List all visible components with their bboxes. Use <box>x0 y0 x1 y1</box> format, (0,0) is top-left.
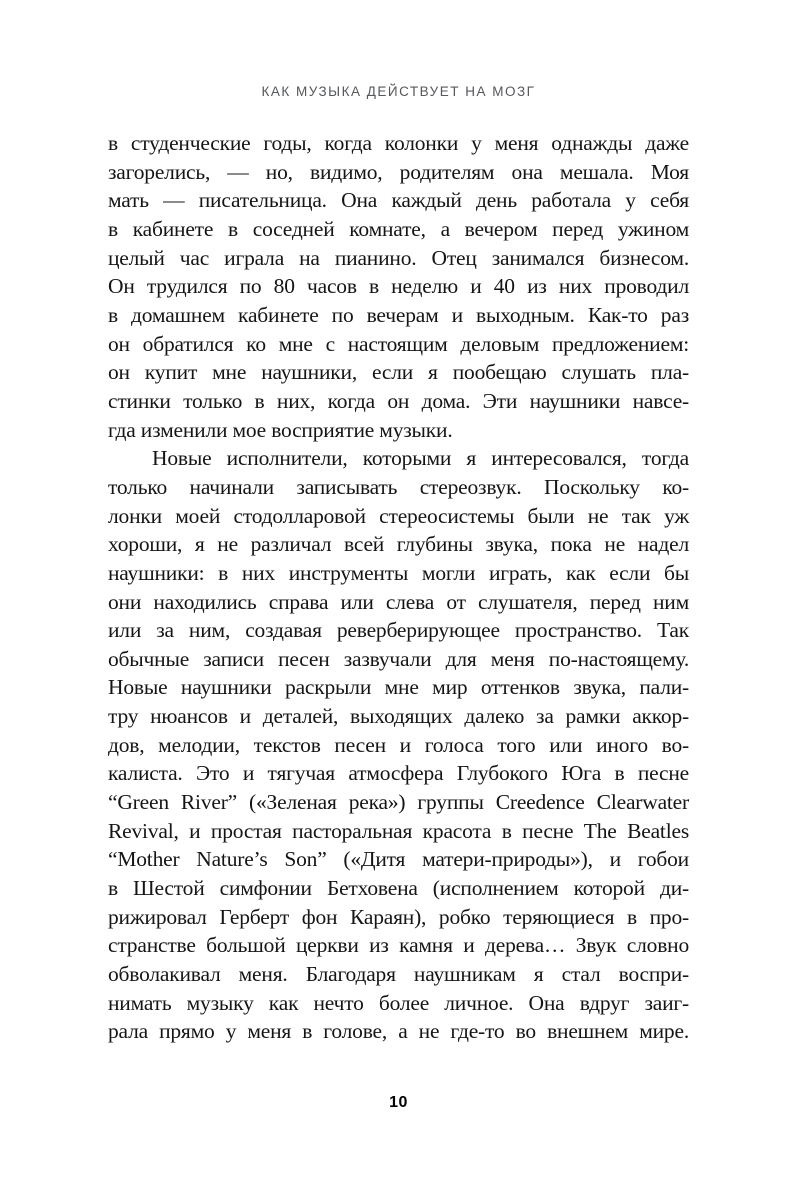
text-line: “Green River” («Зеленая река») группы Creedence Clearwater <box>108 790 689 815</box>
text-line: Новые наушники раскрыли мне мир оттенков звука, пали- <box>108 675 689 700</box>
text-line: наушники: в них инструменты могли играть, как если бы <box>108 560 689 585</box>
text-line: он купит мне наушники, если я пообещаю слушать пла- <box>108 360 689 385</box>
text-line: Новые исполнители, которыми я интересовался, тогда <box>152 446 689 471</box>
text-line: рала прямо у меня в голове, а не где-то во внешнем мире. <box>108 1019 689 1044</box>
text-line: или за ним, создавая реверберирующее пространство. Так <box>108 618 689 643</box>
text-line: дов, мелодии, текстов песен и голоса того или иного во- <box>108 732 689 757</box>
text-line: в студенческие годы, когда колонки у меня однажды даже <box>108 131 689 155</box>
text-line: обволакивал меня. Благодаря наушникам я стал воспри- <box>108 962 689 987</box>
body-text <box>108 129 689 1046</box>
text-line: тру нюансов и деталей, выходящих далеко за рамки аккор- <box>108 704 689 729</box>
text-line: загорелись, — но, видимо, родителям она мешала. Моя <box>108 159 689 184</box>
text-line: он обратился ко мне с настоящим деловым предложением: <box>108 331 689 356</box>
text-line: калиста. Это и тягучая атмосфера Глубокого Юга в песне <box>108 761 689 786</box>
running-header: КАК МУЗЫКА ДЕЙСТВУЕТ НА МОЗГ <box>261 84 536 99</box>
text-line: в кабинете в соседней комнате, а вечером перед ужином <box>108 216 689 241</box>
text-line: рижировал Герберт фон Караян), робко теряющиеся в про- <box>108 904 689 929</box>
text-line: Он трудился по 80 часов в неделю и 40 из них проводил <box>108 274 689 299</box>
text-line: в домашнем кабинете по вечерам и выходным. Как-то раз <box>108 302 689 327</box>
page-number: 10 <box>389 1094 408 1111</box>
text-line: “Mother Nature’s Son” («Дитя матери-природы»), и гобои <box>108 847 689 872</box>
text-line: только начинали записывать стереозвук. Поскольку ко- <box>108 474 689 499</box>
paragraph <box>108 444 689 1046</box>
paragraph <box>108 129 689 444</box>
text-line: они находились справа или слева от слушателя, перед ним <box>108 589 689 614</box>
text-line: целый час играла на пианино. Отец занимался бизнесом. <box>108 245 689 270</box>
text-line: в Шестой симфонии Бетховена (исполнением которой ди- <box>108 876 689 901</box>
text-line: гда изменили мое восприятие музыки. <box>108 417 453 442</box>
text-line: обычные записи песен зазвучали для меня по-настоящему. <box>108 646 689 671</box>
text-line: странстве большой церкви из камня и дерева… Звук словно <box>108 933 689 958</box>
text-line: нимать музыку как нечто более личное. Она вдруг заиг- <box>108 990 689 1015</box>
text-line: мать — писательница. Она каждый день работала у себя <box>108 188 689 213</box>
text-line: хороши, я не различал всей глубины звука, пока не надел <box>108 532 689 557</box>
text-line: Revival, и простая пасторальная красота в песне The Beatles <box>108 818 689 843</box>
text-line: лонки моей стодолларовой стереосистемы были не так уж <box>108 503 689 528</box>
text-line: стинки только в них, когда он дома. Эти наушники навсе- <box>108 388 689 413</box>
